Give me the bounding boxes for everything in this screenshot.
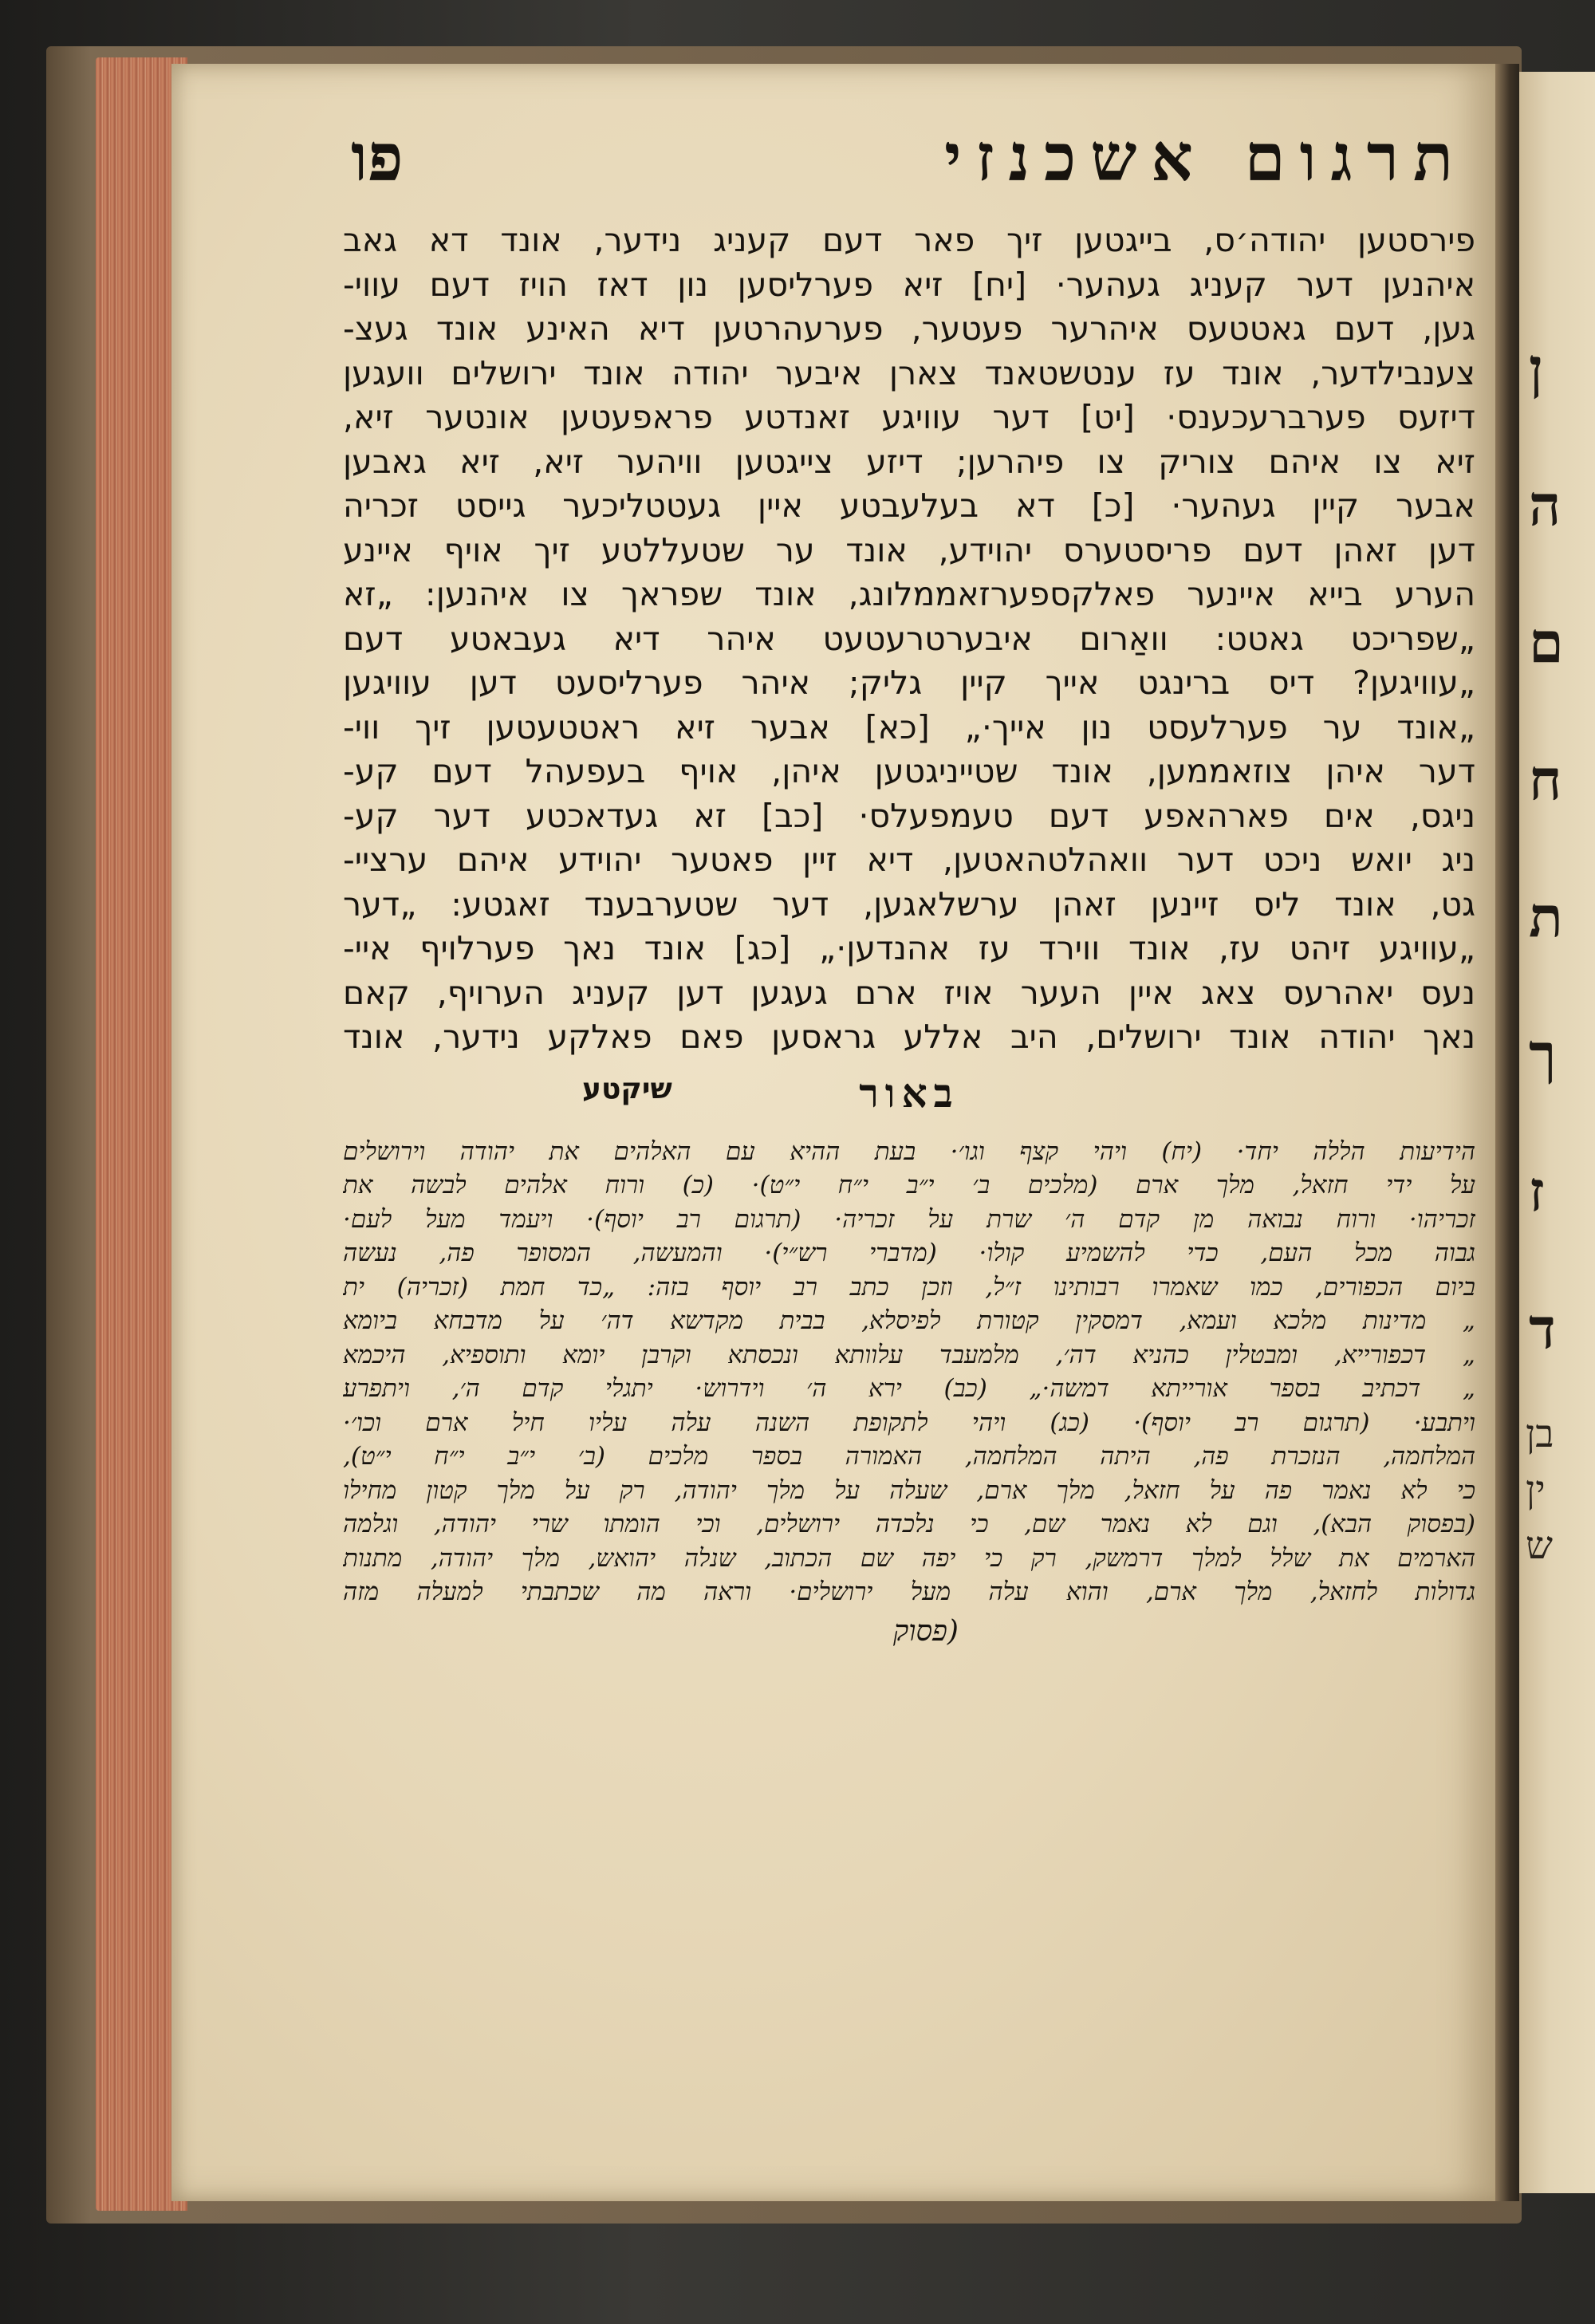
main-text-line: „אונד ער פערלעסט נון אייך·„ [כא] אבער זיא ראטטעטען זיך ווי- bbox=[343, 707, 1475, 746]
main-text-line: הערע בייא איינער פאלקספערזאממלונג, אונד שפראך צו איהנען: „זא bbox=[343, 575, 1475, 613]
main-text-line: נאך יהודה אונד ירושלים, היב אללע גראסען פאם פאלקע נידער, אונד bbox=[343, 1018, 1475, 1056]
main-text-line: גען, דעם גאטטעס איהרער פעטער, פערעהרטען דיא האינע אונד געצ- bbox=[343, 309, 1475, 348]
catchword-bottom: (פסוק bbox=[893, 1614, 959, 1648]
facing-word: ין bbox=[1526, 1467, 1546, 1512]
main-text-line: „שפריכט גאטט: וואַרום איבערטרעטעט איהר דיא געבאטע דעם bbox=[343, 619, 1475, 658]
book-gutter bbox=[1495, 64, 1519, 2201]
commentary-line: על ידי חזאל, מלך ארם (מלכים ב׳ י״ב י״ח י״ט)· (כ) ורוח אלהים לבשה את bbox=[343, 1171, 1475, 1199]
page-header bbox=[343, 120, 1475, 207]
main-text-line: צענבילדער, אונד עז ענטשטאנד צארן איבער יהודה אונד ירושלים וועגען bbox=[343, 353, 1475, 392]
main-text-line: נעס יאהרעס צאג איין העער אויז ארם געגען דען קעניג הערויף, קאם bbox=[343, 973, 1475, 1012]
main-text-line: דען זאהן דעם פריסטערס יהוידע, אונד ער שטעללטע זיך אויף איינע bbox=[343, 530, 1475, 569]
main-text-line: דער איהן צוזאממען, אונד שטייניגטען איהן, אויף בעפעהל דעם קע- bbox=[343, 752, 1475, 790]
facing-letter: ז bbox=[1529, 1158, 1545, 1224]
main-text-line: דיזעס פערברעכענס· [יט] דער עוויגע זאנדטע פראפעטען אונטער זיא, bbox=[343, 398, 1475, 436]
facing-page bbox=[1519, 72, 1595, 2193]
main-text-line: פירסטען יהודה׳ס, בייגטען זיך פאר דעם קעניג נידער, אונד דא גאב bbox=[343, 221, 1475, 259]
commentary-line: (בפסוק הבא), וגם לא נאמר שם, כי נלכדה ירושלים, וכי הומתו שרי יהודה, וגלמה bbox=[343, 1510, 1475, 1538]
facing-word: ש bbox=[1526, 1523, 1553, 1568]
commentary-line: ביום הכפורים, כמו שאמרו רבותינו ז״ל, וזכן כתב רב יוסף בזה: „כד חמת (זכריה) ית bbox=[343, 1272, 1475, 1302]
facing-letter: ח bbox=[1529, 746, 1562, 813]
commentary-header bbox=[343, 1069, 1475, 1129]
main-text-line: גט, אונד ליס זיינען זאהן ערשלאגען, דער שטערבענד זאגטע: „דער bbox=[343, 884, 1475, 924]
main-text-line: ניגס, אים פארהאפע דעם טעמפעלס· [כב] זא געדאכטע דער קע- bbox=[343, 796, 1475, 835]
commentary-line: „ דכתיב בספר אורייתא דמשה·„ (כב) ירא ה׳ וידרוש· יתגלי קדם ה׳, ויתפרע bbox=[343, 1374, 1475, 1403]
main-text-line: אבער קיין געהער· [כ] דא בעלעבטע איין געטטליכער גייסט זכריה bbox=[343, 486, 1475, 525]
page-number: פו bbox=[351, 120, 404, 196]
running-title: תרגום אשכנזי bbox=[944, 120, 1467, 196]
commentary-block bbox=[343, 1135, 1475, 1609]
main-text-block bbox=[343, 219, 1475, 1060]
commentary-line: הידיעות הללה יחד· (יח) ויהי קצף וגו׳· בעת ההיא עם האלהים את יהודה וירושלים bbox=[343, 1136, 1475, 1166]
commentary-line: ויתבע· (תרגום רב יוסף)· (כג) ויהי לתקופת השנה עלה עליו חיל ארם וכו׳· bbox=[343, 1408, 1475, 1437]
catchword: שיקטע bbox=[582, 1072, 672, 1105]
facing-page-letters bbox=[1529, 335, 1593, 1362]
commentary-line: המלחמה, הנזכרת פה, היתה המלחמה, האמורה בספר מלכים (ב׳ י״ב י״ח י״ט), bbox=[343, 1442, 1475, 1471]
page-content bbox=[343, 120, 1475, 1648]
facing-letter: ת bbox=[1529, 884, 1563, 950]
facing-letter: ה bbox=[1529, 472, 1562, 538]
commentary-line: „ דכפורייא, ומבטלין כהניא דה׳, מלמעבד עלוותא ונכסתא וקרבן יומא ותוספיא, היכמא bbox=[343, 1340, 1475, 1369]
commentary-line: גדולות לחזאל, מלך ארם, והוא עלה מעל ירושלים· וראה מה שכתבתי למעלה מזה bbox=[343, 1578, 1475, 1606]
main-text-line: „עוויגע זיהט עז, אונד ווירד עז אהנדען·„ [כג] אונד נאך פערלויף איי- bbox=[343, 929, 1475, 967]
facing-word: בן bbox=[1526, 1412, 1554, 1456]
main-text-line: ניג יואש ניכט דער וואהלטהאטען, דיא זיין פאטער יהוידע איהם ערציי- bbox=[343, 841, 1475, 879]
facing-letter: ך bbox=[1529, 1021, 1557, 1087]
commentary-line: הארמים את שלל למלך דרמשק, רק כי יפה שם הכתוב, שנלה יהואש, מלך יהודה, מתנות bbox=[343, 1543, 1475, 1573]
main-text-line: איהנען דער קעניג געהער· [יח] זיא פערליסען נון דאז הויז דעם עווי- bbox=[343, 265, 1475, 304]
commentary-line: „ מדינות מלכא ועמא, דמסקין קטורת לפיסלא, בבית מקדשא דה׳ על מדבחא ביומא bbox=[343, 1306, 1475, 1335]
facing-letter: ן bbox=[1529, 335, 1543, 401]
commentary-line: גבוה מכל העם, כדי להשמיע קולו· (מדברי רש״י)· והמעשה, המסופר פה, נעשה bbox=[343, 1239, 1475, 1267]
facing-letter: ם bbox=[1529, 609, 1564, 676]
commentary-line: זכריהו· ורוח נבואה מן קדם ה׳ שרת על זכריה· (תרגום רב יוסף)· ויעמד מעל לעם· bbox=[343, 1204, 1475, 1234]
main-text-line: „עוויגען? דיס ברינגט אייך קיין גליק; איהר פערליסעט דען עוויגען bbox=[343, 664, 1475, 702]
commentary-line: כי לא נאמר פה על חזאל, מלך ארם, שעלה על מלך יהודה, רק על מלך קטון מחילו bbox=[343, 1475, 1475, 1505]
main-text-line: זיא צו איהם צוריק צו פיהרען; דיזע צייגטען וויהער זיא, זיא גאבען bbox=[343, 442, 1475, 481]
commentary-title: באור bbox=[859, 1069, 959, 1117]
facing-letter: ד bbox=[1529, 1295, 1556, 1361]
